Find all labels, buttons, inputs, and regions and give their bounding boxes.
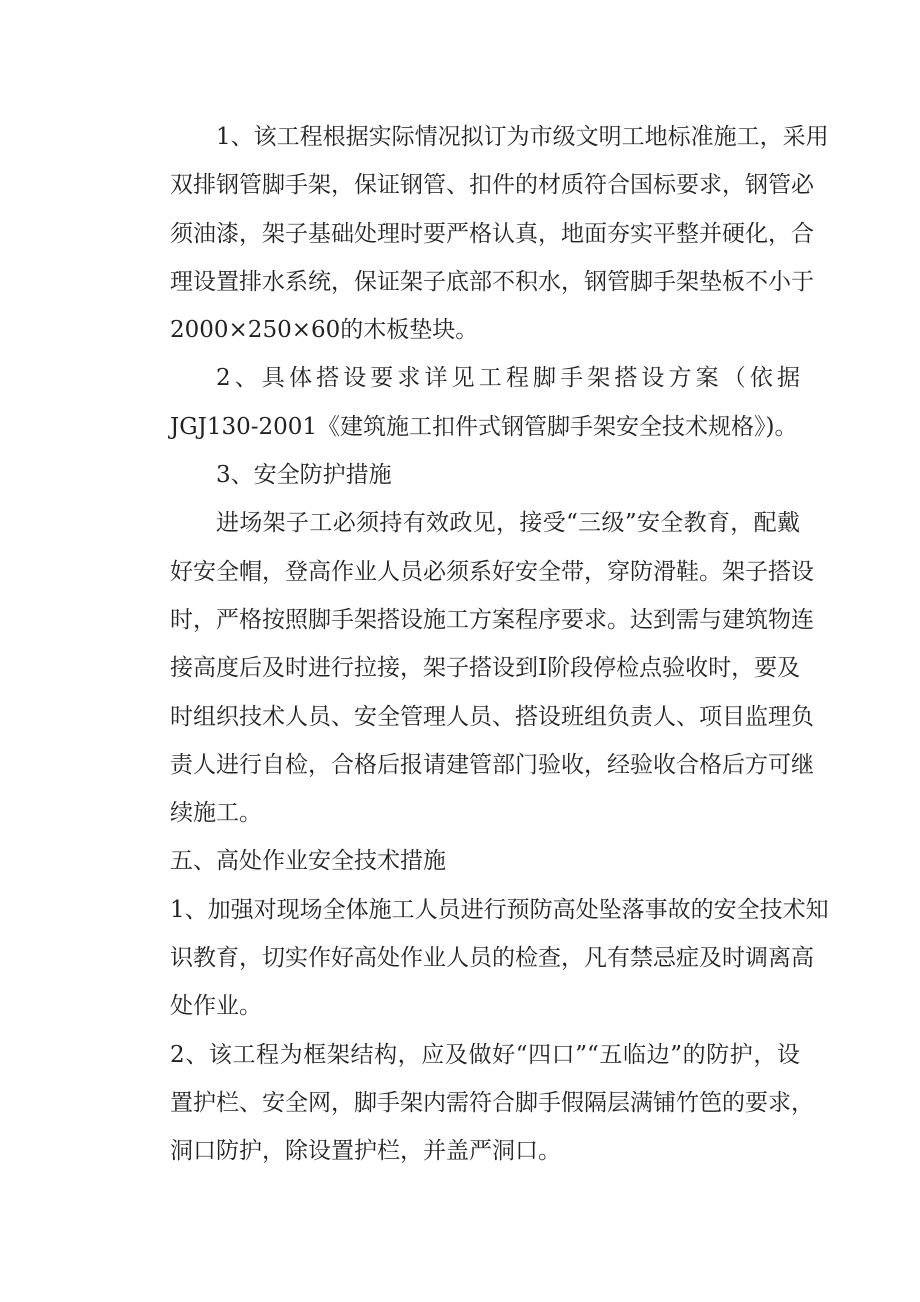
paragraph-erection-plan	[170, 354, 800, 451]
text-line: 时组织技术人员、安全管理人员、搭设班组负责人、项目监理负	[170, 703, 814, 730]
text-line: 置护栏、安全网，脚手架内需符合脚手假隔层满铺竹笆的要求，	[170, 1089, 814, 1116]
text-line: 1、该工程根据实际情况拟订为市级文明工地标准施工，采用	[216, 124, 829, 150]
text-line: 识教育，切实作好高处作业人员的检查，凡有禁忌症及时调离高	[170, 945, 814, 972]
text-line: 1、加强对现场全体施工人员进行预防高处坠落事故的安全技术知	[170, 896, 829, 923]
paragraph-education	[170, 886, 829, 1031]
text-line: 进场架子工必须持有效政见，接受“三级”安全教育，配戴	[216, 510, 800, 537]
paragraph-safety-measures	[170, 499, 814, 837]
section-heading: 五、高处作业安全技术措施	[170, 848, 446, 875]
text-line: 好安全帽，登高作业人员必须系好安全带，穿防滑鞋。架子搭设	[170, 558, 814, 585]
text-line: 须油漆，架子基础处理时要严格认真，地面夯实平整并硬化，合	[170, 220, 814, 247]
text-line: 接高度后及时进行拉接，架子搭设到Ⅰ阶段停检点验收时，要及	[170, 655, 801, 682]
text-line: 洞口防护，除设置护栏，并盖严洞口。	[170, 1138, 561, 1165]
text-line: 续施工。	[170, 800, 262, 827]
text-line: 双排钢管脚手架，保证钢管、扣件的材质符合国标要求，钢管必	[170, 172, 814, 199]
text-line: 2000×250×60的木板垫块。	[170, 317, 479, 344]
text-line: 时，严格按照脚手架搭设施工方案程序要求。达到需与建筑物连	[170, 606, 814, 633]
text-line: 3、安全防护措施	[216, 462, 392, 489]
text-line: 2、该工程为框架结构，应及做好“四口”“五临边”的防护，设	[170, 1041, 800, 1068]
text-line: 责人进行自检，合格后报请建管部门验收，经验收合格后方可继	[170, 751, 814, 778]
text-line: 处作业。	[170, 993, 262, 1020]
text-line: 2、具体搭设要求详见工程脚手架搭设方案（依据	[216, 365, 800, 392]
text-line: 理设置排水系统，保证架子底部不积水，钢管脚手架垫板不小于	[170, 268, 814, 295]
paragraph-scaffold-requirements	[170, 113, 829, 354]
paragraph-edge-protection	[170, 1031, 814, 1176]
paragraph-safety-measures-title	[170, 451, 800, 499]
document-page	[170, 113, 829, 1176]
text-line: JGJ130-2001《建筑施工扣件式钢管脚手架安全技术规格》)。	[170, 413, 798, 440]
